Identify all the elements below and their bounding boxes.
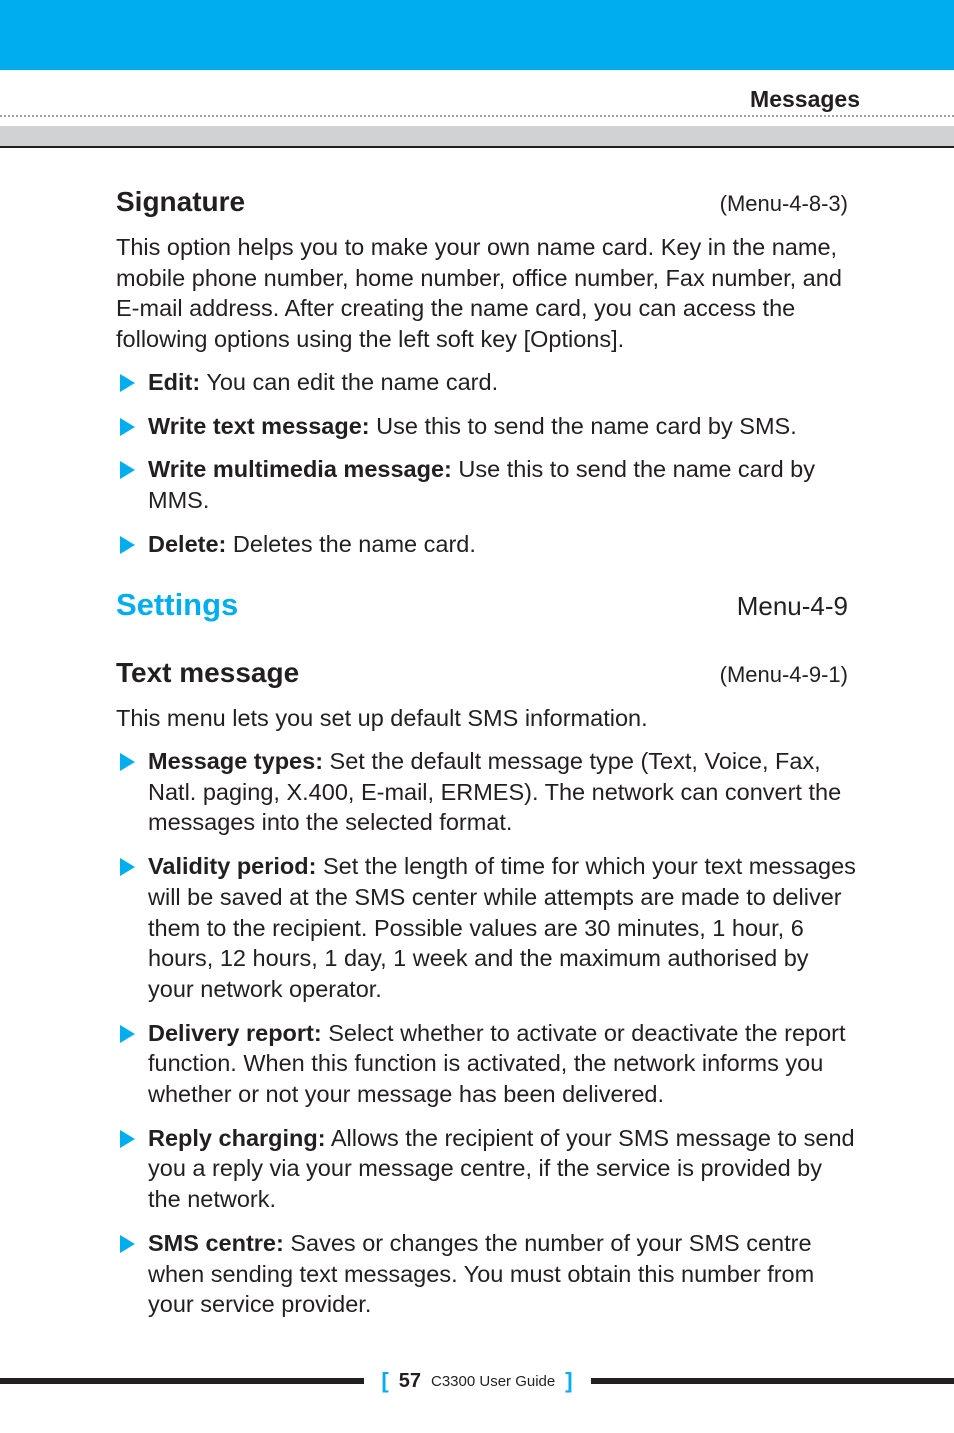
footer-bracket-open: [ [381,1368,389,1393]
page-footer [0,1364,954,1398]
arrow-bullet-icon [120,1025,135,1043]
signature-title: Signature [116,186,246,217]
arrow-bullet-icon [120,374,135,392]
text-message-intro: This menu lets you set up default SMS information. [116,705,648,732]
option-description: Use this to send the name card by MMS. [148,456,815,513]
arrow-bullet-icon [120,1235,135,1253]
option-description: Use this to send the name card by SMS. [369,412,797,439]
header-band [0,126,954,148]
list-item [116,1018,858,1110]
option-term: SMS centre: [148,1229,284,1256]
option-description: Saves or changes the number of your SMS centre when sending text messages. You must obtain this number from your service provider. [148,1229,815,1318]
list-item [116,1228,858,1320]
arrow-bullet-icon [120,418,135,436]
option-term: Write text message: [148,412,370,439]
option-description: You can edit the name card. [200,368,499,395]
list-item [116,1123,858,1215]
footer-rule-left [0,1378,364,1384]
settings-title: Settings [116,587,239,623]
arrow-bullet-icon [120,753,135,771]
list-item [116,851,858,1005]
list-item [116,529,858,560]
option-description: Set the length of time for which your text messages will be saved at the SMS center while attempts are made to deliver them to the recipient. Possible values are 30 minutes, 1 hour, 6 hours, 12 hours, 1 day, 1 week and the maximum authorised by your network operator. [148,853,856,1002]
text-message-menu-ref: (Menu-4-9-1) [719,662,848,688]
settings-menu-ref: Menu-4-9 [736,591,848,622]
option-term: Write multimedia message: [148,456,452,483]
signature-options-list [116,367,858,560]
option-term: Validity period: [148,853,317,880]
option-term: Edit: [148,368,201,395]
page-number: 57 [398,1369,421,1392]
text-message-heading-row [116,657,858,689]
option-term: Delete: [148,530,227,557]
signature-menu-ref: (Menu-4-8-3) [719,191,848,216]
option-term: Delivery report: [148,1019,322,1046]
list-item [116,367,858,398]
option-description: Deletes the name card. [226,530,476,557]
top-color-bar [0,0,954,70]
footer-bracket-close: ] [565,1368,573,1393]
option-description: Set the default message type (Text, Voice, Fax, Natl. paging, X.400, E-mail, ERMES). The network can convert the messages into the selected format. [148,748,842,836]
signature-heading-row [116,186,858,218]
guide-title: C3300 User Guide [431,1372,556,1390]
text-message-options-list [116,746,858,1320]
list-item [116,746,858,838]
option-description: Select whether to activate or deactivate the report function. When this function is activated, the network informs you whether or not your message has been delivered. [148,1019,846,1108]
page-content [116,186,858,1333]
arrow-bullet-icon [120,858,135,876]
option-description: Allows the recipient of your SMS message to send you a reply via your message centre, if the service is provided by the network. [148,1124,855,1213]
list-item [116,454,858,515]
footer-page-info [370,1364,584,1398]
text-message-title: Text message [116,657,300,689]
footer-rule-right [591,1378,954,1384]
option-term: Reply charging: [148,1124,326,1151]
running-header: Messages [750,86,860,112]
dotted-divider [0,115,954,117]
arrow-bullet-icon [120,1130,135,1148]
list-item [116,411,858,442]
option-term: Message types: [148,748,324,775]
arrow-bullet-icon [120,461,135,479]
settings-heading-row [116,587,858,623]
arrow-bullet-icon [120,536,135,554]
signature-intro: This option helps you to make your own name card. Key in the name, mobile phone number, home number, office number, Fax number, and E-mail address. After creating the name card, you can access the following options using the left soft key [Options]. [116,234,842,353]
